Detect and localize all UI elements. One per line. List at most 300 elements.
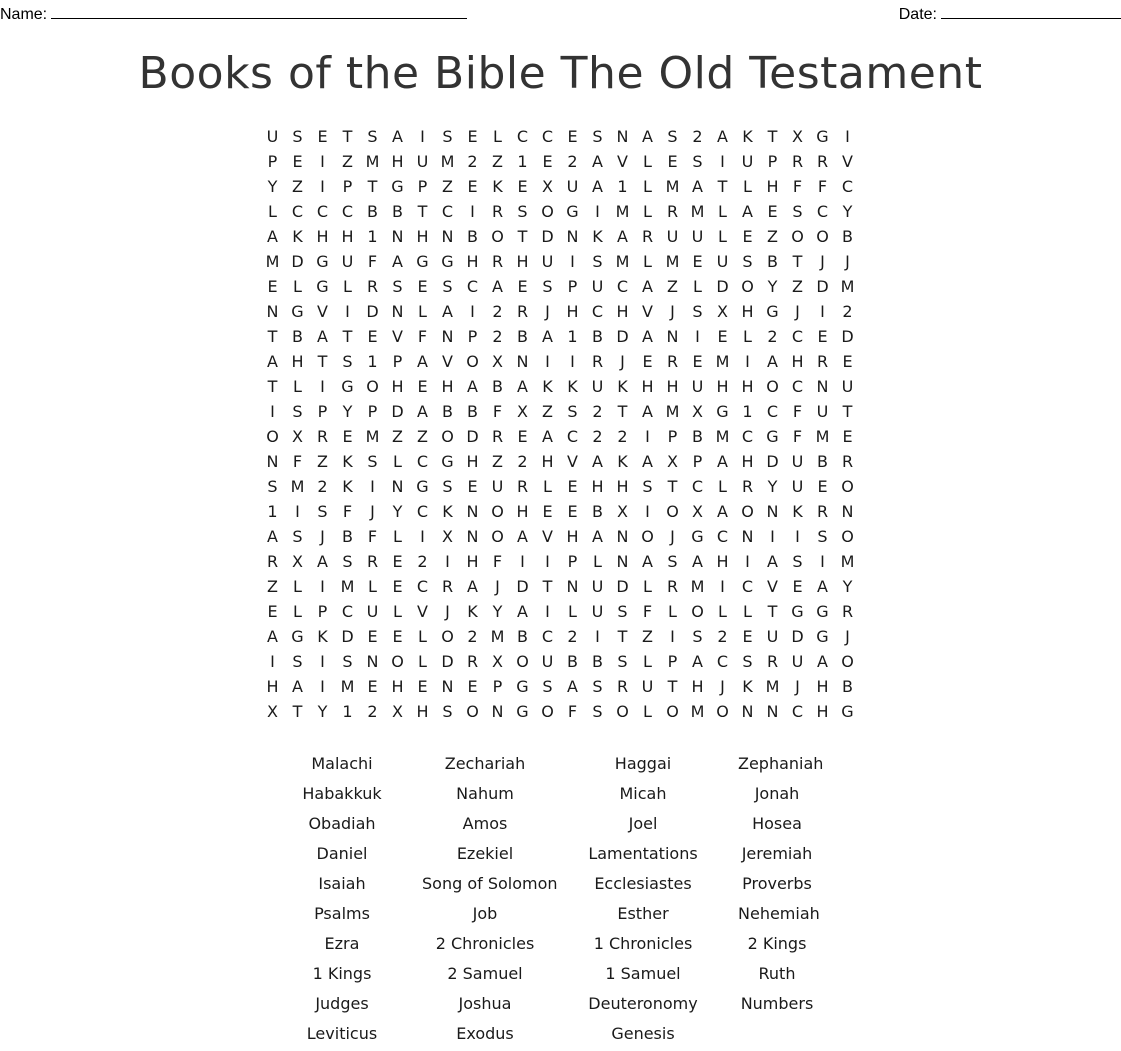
word-list-item: Genesis [611, 1024, 675, 1043]
grid-letter: H [416, 702, 429, 721]
grid-letter: O [491, 227, 504, 246]
grid-letter: A [592, 452, 603, 471]
grid-letter: G [816, 602, 829, 621]
grid-letter: V [567, 452, 578, 471]
grid-letter: V [417, 602, 428, 621]
grid-letter: Z [492, 152, 503, 171]
grid-letter: 2 [592, 402, 603, 421]
grid-letter: T [717, 177, 728, 196]
grid-letter: 2 [692, 127, 703, 146]
grid-letter: K [317, 627, 328, 646]
grid-letter: S [392, 277, 403, 296]
grid-letter: R [841, 452, 854, 471]
grid-letter: M [365, 427, 380, 446]
grid-letter: N [266, 452, 279, 471]
grid-letter: G [766, 427, 779, 446]
grid-letter: S [642, 477, 653, 496]
grid-letter: H [516, 502, 529, 521]
grid-letter: Z [492, 452, 503, 471]
grid-letter: X [292, 427, 303, 446]
grid-letter: U [341, 252, 354, 271]
grid-letter: D [466, 427, 479, 446]
grid-letter: I [595, 202, 600, 221]
grid-letter: U [841, 377, 854, 396]
grid-letter: D [716, 277, 729, 296]
grid-letter: C [741, 427, 754, 446]
grid-letter: O [841, 477, 854, 496]
grid-letter: L [643, 152, 652, 171]
grid-letter: L [718, 227, 727, 246]
grid-letter: A [642, 327, 653, 346]
grid-letter: F [342, 502, 353, 521]
grid-letter: U [591, 377, 604, 396]
grid-letter: I [545, 602, 550, 621]
grid-letter: I [370, 477, 375, 496]
grid-letter: T [767, 127, 778, 146]
grid-letter: C [291, 202, 304, 221]
grid-letter: N [616, 552, 629, 571]
grid-letter: A [767, 552, 778, 571]
grid-letter: N [441, 327, 454, 346]
grid-letter: 1 [617, 177, 628, 196]
grid-letter: R [491, 427, 504, 446]
grid-letter: J [445, 602, 450, 621]
grid-letter: A [642, 452, 653, 471]
grid-letter: H [791, 352, 804, 371]
grid-letter: V [842, 152, 853, 171]
grid-letter: A [492, 277, 503, 296]
grid-letter: J [370, 502, 375, 521]
grid-letter: E [467, 677, 478, 696]
grid-letter: U [666, 227, 679, 246]
grid-letter: O [841, 527, 854, 546]
grid-letter: O [741, 277, 754, 296]
grid-letter: B [842, 677, 853, 696]
grid-letter: E [342, 427, 353, 446]
grid-letter: A [592, 177, 603, 196]
grid-letter: L [418, 652, 427, 671]
grid-letter: R [266, 552, 279, 571]
grid-letter: I [545, 552, 550, 571]
grid-letter: J [845, 252, 850, 271]
word-list-item: Leviticus [306, 1024, 378, 1043]
grid-letter: H [741, 452, 754, 471]
grid-letter: C [341, 602, 354, 621]
grid-letter: L [393, 602, 402, 621]
grid-letter: I [320, 677, 325, 696]
grid-letter: A [767, 352, 778, 371]
grid-letter: R [516, 302, 529, 321]
grid-letter: O [841, 652, 854, 671]
grid-letter: M [340, 677, 355, 696]
grid-letter: D [766, 452, 779, 471]
word-list-item: Nehemiah [738, 904, 820, 923]
grid-letter: V [542, 527, 553, 546]
grid-letter: P [392, 352, 403, 371]
grid-letter: I [320, 177, 325, 196]
grid-letter: P [367, 402, 378, 421]
grid-letter: M [290, 477, 305, 496]
grid-letter: H [566, 302, 579, 321]
grid-letter: I [845, 127, 850, 146]
grid-letter: 1 [367, 227, 378, 246]
grid-letter: I [345, 302, 350, 321]
grid-letter: A [542, 427, 553, 446]
grid-letter: H [391, 677, 404, 696]
grid-letter: O [541, 702, 554, 721]
grid-letter: E [392, 627, 403, 646]
grid-letter: O [266, 427, 279, 446]
grid-letter: H [466, 552, 479, 571]
grid-letter: 1 [517, 152, 528, 171]
grid-letter: H [716, 377, 729, 396]
grid-letter: A [467, 377, 478, 396]
grid-letter: I [270, 402, 275, 421]
grid-letter: S [342, 552, 353, 571]
grid-letter: C [616, 277, 629, 296]
grid-letter: M [440, 152, 455, 171]
grid-letter: A [417, 352, 428, 371]
grid-letter: J [795, 302, 800, 321]
grid-letter: A [642, 127, 653, 146]
grid-letter: M [665, 402, 680, 421]
grid-letter: I [645, 502, 650, 521]
grid-letter: D [441, 652, 454, 671]
word-list-item: Joel [628, 814, 658, 833]
grid-letter: L [743, 602, 752, 621]
grid-letter: I [570, 252, 575, 271]
name-underline[interactable] [51, 4, 467, 19]
grid-letter: A [592, 527, 603, 546]
grid-letter: X [717, 302, 728, 321]
grid-letter: U [591, 277, 604, 296]
grid-letter: M [690, 577, 705, 596]
grid-letter: U [366, 602, 379, 621]
grid-letter: H [716, 552, 729, 571]
grid-letter: D [841, 327, 854, 346]
grid-letter: T [367, 177, 378, 196]
grid-letter: 2 [617, 427, 628, 446]
word-list-item: Zechariah [444, 754, 526, 773]
grid-letter: Z [667, 277, 678, 296]
grid-letter: G [791, 602, 804, 621]
grid-letter: 2 [467, 152, 478, 171]
grid-letter: L [543, 477, 552, 496]
grid-letter: L [643, 177, 652, 196]
grid-letter: U [491, 477, 504, 496]
grid-letter: Z [267, 577, 278, 596]
grid-letter: U [716, 252, 729, 271]
grid-letter: U [741, 152, 754, 171]
grid-letter: F [792, 177, 803, 196]
grid-letter: O [741, 502, 754, 521]
grid-letter: I [820, 552, 825, 571]
grid-letter: G [316, 277, 329, 296]
grid-letter: S [292, 652, 303, 671]
grid-letter: V [317, 302, 328, 321]
grid-letter: A [717, 502, 728, 521]
grid-letter: N [841, 502, 854, 521]
grid-letter: S [442, 127, 453, 146]
grid-letter: O [466, 702, 479, 721]
grid-letter: T [342, 127, 353, 146]
grid-letter: K [442, 502, 453, 521]
grid-letter: F [492, 552, 503, 571]
grid-letter: S [692, 152, 703, 171]
grid-letter: U [541, 252, 554, 271]
grid-letter: S [667, 127, 678, 146]
grid-letter: M [490, 627, 505, 646]
grid-letter: S [617, 652, 628, 671]
word-list-item: 2 Chronicles [435, 934, 535, 953]
grid-letter: B [842, 227, 853, 246]
grid-letter: 2 [517, 452, 528, 471]
grid-letter: O [716, 702, 729, 721]
grid-letter: G [291, 627, 304, 646]
grid-letter: S [542, 277, 553, 296]
grid-letter: R [366, 277, 379, 296]
grid-letter: P [317, 402, 328, 421]
grid-letter: P [492, 677, 503, 696]
grid-letter: A [392, 127, 403, 146]
grid-letter: E [742, 227, 753, 246]
grid-letter: U [566, 177, 579, 196]
grid-letter: F [292, 452, 303, 471]
grid-letter: U [791, 652, 804, 671]
grid-letter: N [616, 127, 629, 146]
grid-letter: A [642, 277, 653, 296]
grid-letter: J [495, 577, 500, 596]
grid-letter: Z [317, 452, 328, 471]
grid-letter: O [816, 227, 829, 246]
grid-letter: C [841, 177, 854, 196]
grid-letter: A [817, 652, 828, 671]
grid-letter: R [816, 152, 829, 171]
grid-letter: O [691, 602, 704, 621]
grid-letter: L [393, 452, 402, 471]
grid-letter: H [541, 452, 554, 471]
grid-letter: O [766, 377, 779, 396]
word-list-item: Deuteronomy [588, 994, 698, 1013]
grid-letter: B [517, 627, 528, 646]
grid-letter: 2 [567, 152, 578, 171]
grid-letter: X [517, 402, 528, 421]
grid-letter: R [666, 577, 679, 596]
word-list-item: Micah [619, 784, 667, 803]
grid-letter: C [766, 402, 779, 421]
grid-letter: G [416, 252, 429, 271]
grid-letter: I [320, 652, 325, 671]
grid-letter: E [467, 177, 478, 196]
word-list-item: Joshua [458, 994, 512, 1013]
grid-letter: J [820, 252, 825, 271]
grid-letter: C [791, 702, 804, 721]
grid-letter: O [791, 227, 804, 246]
grid-letter: I [520, 552, 525, 571]
grid-letter: G [716, 402, 729, 421]
grid-letter: 2 [767, 327, 778, 346]
grid-letter: N [391, 477, 404, 496]
grid-letter: M [715, 427, 730, 446]
grid-letter: C [416, 502, 429, 521]
word-list-item: Malachi [311, 754, 373, 773]
grid-letter: P [267, 152, 278, 171]
grid-letter: T [417, 202, 428, 221]
grid-letter: D [616, 327, 629, 346]
grid-letter: G [441, 452, 454, 471]
grid-letter: H [766, 177, 779, 196]
grid-letter: E [417, 677, 428, 696]
grid-letter: C [566, 427, 579, 446]
grid-letter: X [617, 502, 628, 521]
grid-letter: I [695, 327, 700, 346]
grid-letter: Y [842, 202, 853, 221]
grid-letter: N [816, 377, 829, 396]
grid-letter: U [591, 577, 604, 596]
grid-letter: O [441, 627, 454, 646]
word-list-item: Proverbs [742, 874, 812, 893]
grid-letter: E [267, 277, 278, 296]
grid-letter: H [416, 227, 429, 246]
grid-letter: G [316, 252, 329, 271]
word-list-item: Song of Solomon [422, 874, 558, 893]
name-field[interactable] [0, 4, 467, 24]
word-list-item: Haggai [614, 754, 672, 773]
grid-letter: C [741, 577, 754, 596]
date-underline[interactable] [941, 4, 1121, 19]
grid-letter: L [743, 177, 752, 196]
grid-letter: S [292, 402, 303, 421]
grid-letter: U [691, 227, 704, 246]
word-list-item: Psalms [314, 904, 370, 923]
grid-letter: C [716, 652, 729, 671]
grid-letter: I [420, 527, 425, 546]
grid-letter: I [670, 627, 675, 646]
grid-letter: C [416, 452, 429, 471]
grid-letter: A [567, 677, 578, 696]
grid-letter: M [665, 252, 680, 271]
grid-letter: Y [267, 177, 278, 196]
grid-letter: J [720, 677, 725, 696]
grid-letter: G [391, 177, 404, 196]
grid-letter: I [770, 527, 775, 546]
word-list-item: Ecclesiastes [594, 874, 692, 893]
grid-letter: E [642, 352, 653, 371]
grid-letter: Y [842, 577, 853, 596]
grid-letter: E [817, 327, 828, 346]
grid-letter: G [816, 127, 829, 146]
grid-letter: K [342, 452, 353, 471]
word-list-item: Exodus [456, 1024, 514, 1043]
grid-letter: T [667, 477, 678, 496]
grid-letter: C [441, 202, 454, 221]
grid-letter: C [541, 127, 554, 146]
grid-letter: H [391, 377, 404, 396]
word-list-item: Habakkuk [302, 784, 382, 803]
grid-letter: B [392, 202, 403, 221]
grid-letter: M [690, 702, 705, 721]
grid-letter: N [266, 302, 279, 321]
grid-letter: N [741, 702, 754, 721]
grid-letter: X [667, 452, 678, 471]
grid-letter: E [742, 627, 753, 646]
grid-letter: A [692, 177, 703, 196]
date-field[interactable] [899, 4, 1121, 24]
grid-letter: E [817, 477, 828, 496]
grid-letter: G [566, 202, 579, 221]
grid-letter: X [492, 352, 503, 371]
grid-letter: T [617, 402, 628, 421]
grid-letter: P [567, 552, 578, 571]
grid-letter: B [692, 427, 703, 446]
word-list-item: 1 Kings [312, 964, 372, 983]
grid-letter: O [666, 502, 679, 521]
grid-letter: R [641, 227, 654, 246]
grid-letter: P [667, 427, 678, 446]
grid-letter: S [367, 452, 378, 471]
grid-letter: D [541, 227, 554, 246]
grid-letter: O [666, 702, 679, 721]
grid-letter: L [493, 127, 502, 146]
grid-letter: Z [442, 177, 453, 196]
grid-letter: I [545, 352, 550, 371]
grid-letter: S [667, 552, 678, 571]
grid-letter: V [642, 302, 653, 321]
grid-letter: L [343, 277, 352, 296]
grid-letter: C [516, 127, 529, 146]
grid-letter: T [317, 352, 328, 371]
grid-letter: S [742, 252, 753, 271]
grid-letter: N [466, 527, 479, 546]
grid-letter: D [366, 302, 379, 321]
grid-letter: N [466, 502, 479, 521]
grid-letter: A [692, 652, 703, 671]
grid-letter: E [767, 202, 778, 221]
grid-letter: M [665, 177, 680, 196]
grid-letter: S [792, 552, 803, 571]
grid-letter: S [692, 627, 703, 646]
grid-letter: B [817, 452, 828, 471]
grid-letter: H [341, 227, 354, 246]
grid-letter: K [617, 452, 628, 471]
word-list-item: Amos [462, 814, 508, 833]
word-list-item: Daniel [316, 844, 368, 863]
grid-letter: L [643, 652, 652, 671]
grid-letter: H [641, 377, 654, 396]
grid-letter: O [441, 427, 454, 446]
grid-letter: E [367, 327, 378, 346]
grid-letter: I [295, 502, 300, 521]
grid-letter: S [592, 252, 603, 271]
grid-letter: L [418, 302, 427, 321]
grid-letter: A [542, 327, 553, 346]
grid-letter: F [792, 402, 803, 421]
grid-letter: R [766, 652, 779, 671]
grid-letter: U [591, 602, 604, 621]
grid-letter: C [716, 527, 729, 546]
grid-letter: C [791, 327, 804, 346]
grid-letter: G [516, 677, 529, 696]
grid-letter: F [417, 327, 428, 346]
grid-letter: E [467, 477, 478, 496]
grid-letter: G [291, 302, 304, 321]
grid-letter: R [516, 477, 529, 496]
grid-letter: K [567, 377, 578, 396]
word-list-item: Isaiah [318, 874, 366, 893]
grid-letter: Z [767, 227, 778, 246]
grid-letter: M [840, 552, 855, 571]
grid-letter: U [266, 127, 279, 146]
